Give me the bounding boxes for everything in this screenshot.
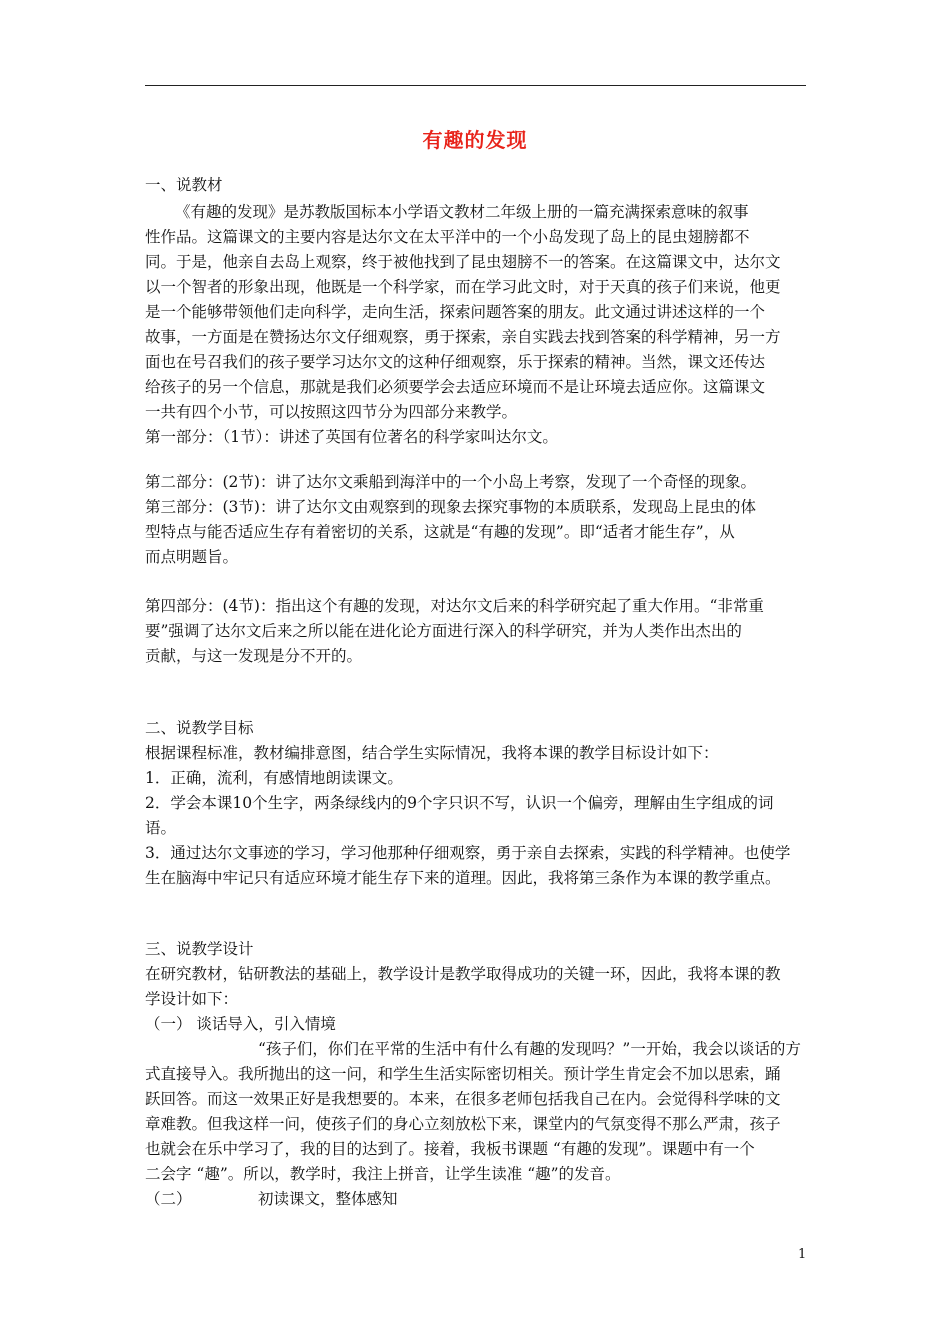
paragraph-line: 型特点与能否适应生存有着密切的关系，这就是“有趣的发现”。即“适者才能生存”，从 — [145, 523, 735, 541]
paragraph-line: 跃回答。而这一效果正好是我想要的。本来，在很多老师包括我自己在内。会觉得科学味的文 — [145, 1090, 781, 1108]
paragraph-line: 第二部分：(2节)：讲了达尔文乘船到海洋中的一个小岛上考察，发现了一个奇怪的现象。 — [145, 473, 756, 491]
paragraph-line: 性作品。这篇课文的主要内容是达尔文在太平洋中的一个小岛发现了岛上的昆虫翅膀都不 — [145, 228, 750, 246]
paragraph-line: 是一个能够带领他们走向科学，走向生活，探索问题答案的朋友。此文通过讲述这样的一个 — [145, 303, 766, 321]
subsection-heading: （一） 谈话导入，引入情境 — [145, 1015, 336, 1033]
paragraph-line: 贡献，与这一发现是分不开的。 — [145, 647, 363, 665]
section-heading: 二、说教学目标 — [145, 719, 254, 737]
paragraph-line: 二会字 “趣”。所以，教学时，我注上拼音，让学生读准 “趣”的发音。 — [145, 1165, 621, 1183]
page-number: 1 — [798, 1247, 807, 1262]
paragraph-line: 同。于是，他亲自去岛上观察，终于被他找到了昆虫翅膀不一的答案。在这篇课文中，达尔文 — [145, 253, 781, 271]
paragraph-line: 语。 — [145, 819, 177, 837]
paragraph-line: 3．通过达尔文事迹的学习，学习他那种仔细观察，勇于亲自去探索，实践的科学精神。也使学 — [145, 844, 791, 862]
paragraph-line: 式直接导入。我所抛出的这一问，和学生生活实际密切相关。预计学生肯定会不加以思索，踊 — [145, 1065, 781, 1083]
paragraph-line: “孩子们，你们在平常的生活中有什么有趣的发现吗？”一开始，我会以谈话的方 — [258, 1040, 801, 1058]
paragraph-line: 1．正确，流利，有感情地朗读课文。 — [145, 769, 403, 787]
paragraph-line: 一共有四个小节，可以按照这四节分为四部分来教学。 — [145, 403, 518, 421]
paragraph-line: 给孩子的另一个信息，那就是我们必须要学会去适应环境而不是让环境去适应你。这篇课文 — [145, 378, 766, 396]
document-title: 有趣的发现 — [422, 128, 528, 152]
paragraph-line: 生在脑海中牢记只有适应环境才能生存下来的道理。因此，我将第三条作为本课的教学重点。 — [145, 869, 781, 887]
paragraph-line: 第一部分：（1节）：讲述了英国有位著名的科学家叫达尔文。 — [145, 428, 558, 446]
paragraph-line: 故事，一方面是在赞扬达尔文仔细观察，勇于探索，亲自实践去找到答案的科学精神，另一方 — [145, 328, 781, 346]
paragraph-line: 要”强调了达尔文后来之所以能在进化论方面进行深入的科学研究，并为人类作出杰出的 — [145, 622, 742, 640]
paragraph-line: 而点明题旨。 — [145, 548, 239, 566]
paragraph-line: 2．学会本课10个生字，两条绿线内的9个字只识不写，认识一个偏旁，理解由生字组成的词 — [145, 794, 774, 812]
paragraph-line: 第三部分：(3节)：讲了达尔文由观察到的现象去探究事物的本质联系，发现岛上昆虫的体 — [145, 498, 756, 516]
paragraph-line: 在研究教材，钻研教法的基础上，教学设计是教学取得成功的关键一环，因此，我将本课的教 — [145, 965, 781, 983]
paragraph-line: 章难教。但我这样一问，使孩子们的身心立刻放松下来，课堂内的气氛变得不那么严肃，孩子 — [145, 1115, 781, 1133]
subsection-number: （二） — [145, 1190, 192, 1208]
paragraph-line: 学设计如下： — [145, 990, 239, 1008]
header-rule — [145, 85, 806, 86]
section-heading: 三、说教学设计 — [145, 940, 254, 958]
paragraph-line: 面也在号召我们的孩子要学习达尔文的这种仔细观察，乐于探索的精神。当然，课文还传达 — [145, 353, 766, 371]
paragraph-line: 以一个智者的形象出现，他既是一个科学家，而在学习此文时，对于天真的孩子们来说，他更 — [145, 278, 781, 296]
paragraph-line: 根据课程标准，教材编排意图，结合学生实际情况，我将本课的教学目标设计如下： — [145, 744, 719, 762]
section-heading: 一、说教材 — [145, 176, 223, 194]
subsection-heading: 初读课文，整体感知 — [258, 1190, 398, 1208]
paragraph-line: 第四部分：(4节)：指出这个有趣的发现，对达尔文后来的科学研究起了重大作用。“非常重 — [145, 597, 764, 615]
paragraph-line: 也就会在乐中学习了，我的目的达到了。接着，我板书课题 “有趣的发现”。课题中有一个 — [145, 1140, 755, 1158]
paragraph-line: 《有趣的发现》是苏教版国标本小学语文教材二年级上册的一篇充满探索意味的叙事 — [175, 203, 749, 221]
